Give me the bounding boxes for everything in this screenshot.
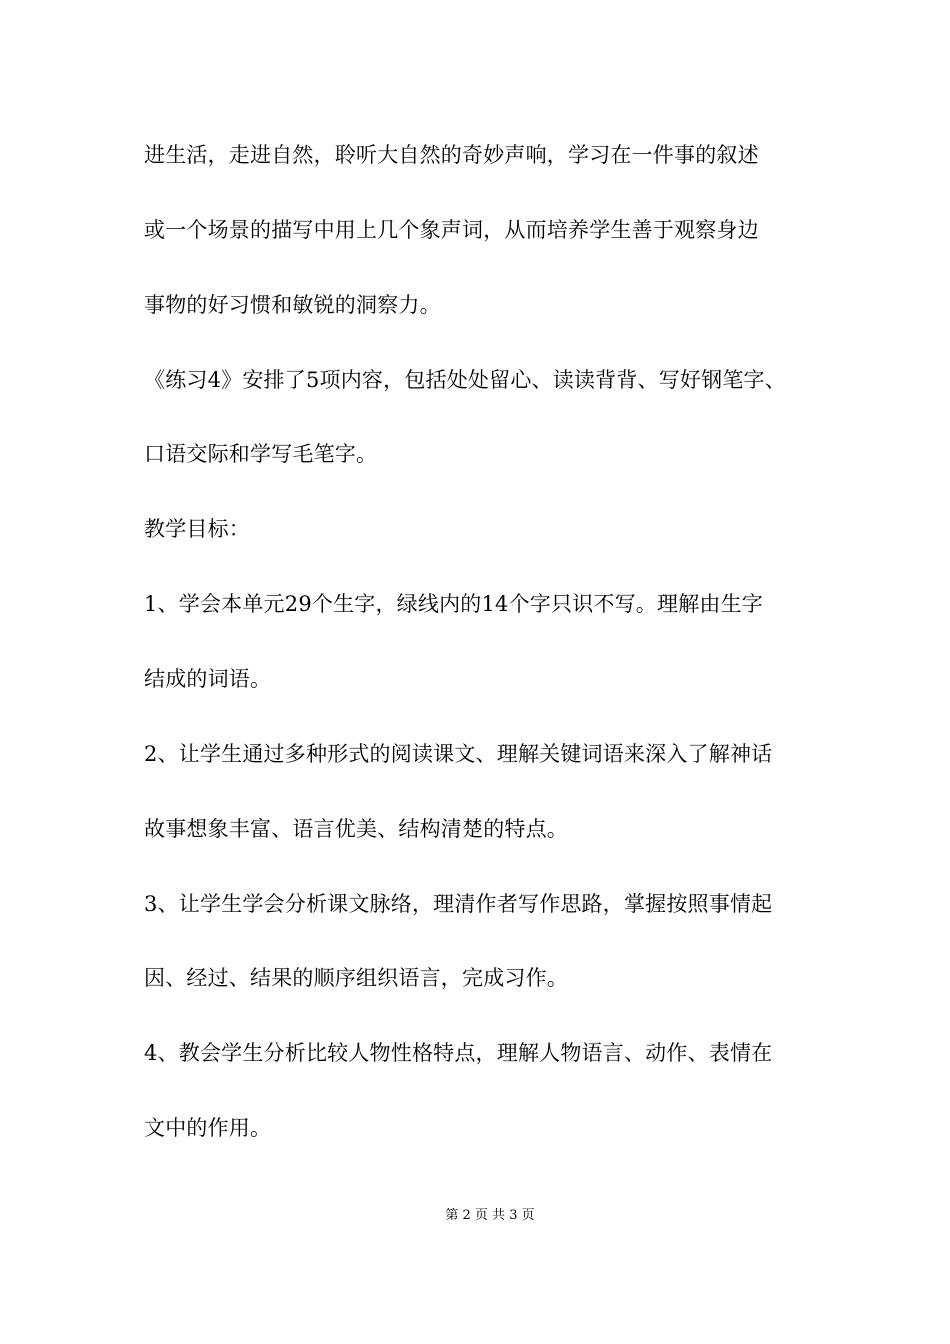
text-line: 口语交际和学写毛笔字。 — [144, 442, 378, 466]
page-number-footer: 第 2 页 共 3 页 — [445, 1208, 535, 1223]
text-line: 1、学会本单元29个生字，绿线内的14个字只识不写。理解由生字 — [144, 592, 764, 616]
text-line: 《练习4》安排了5项内容，包括处处留心、读读背背、写好钢笔字、 — [144, 368, 786, 392]
text-line: 因、经过、结果的顺序组织语言，完成习作。 — [144, 966, 568, 990]
text-line: 3、让学生学会分析课文脉络，理清作者写作思路，掌握按照事情起 — [144, 892, 773, 916]
text-line: 或一个场景的描写中用上几个象声词，从而培养学生善于观察身边 — [144, 218, 759, 242]
text-line: 4、教会学生分析比较人物性格特点，理解人物语言、动作、表情在 — [144, 1041, 773, 1065]
text-line: 文中的作用。 — [144, 1116, 272, 1140]
text-line: 事物的好习惯和敏锐的洞察力。 — [144, 293, 441, 317]
section-heading: 教学目标： — [144, 517, 250, 541]
text-line: 结成的词语。 — [144, 667, 272, 691]
text-line: 2、让学生通过多种形式的阅读课文、理解关键词语来深入了解神话 — [144, 742, 773, 766]
text-line: 故事想象丰富、语言优美、结构清楚的特点。 — [144, 817, 568, 841]
text-line: 进生活，走进自然，聆听大自然的奇妙声响，学习在一件事的叙述 — [144, 143, 759, 167]
